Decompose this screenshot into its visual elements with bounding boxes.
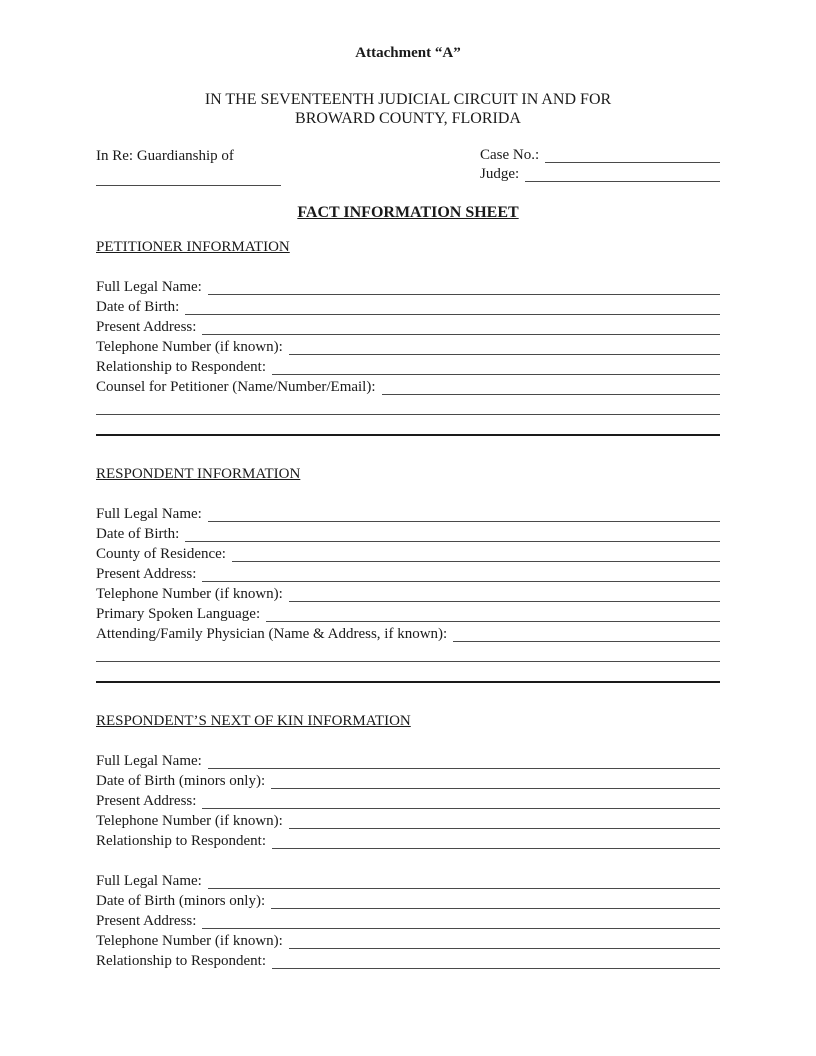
field-row-respondent-telephone-number xyxy=(96,584,720,604)
fill-in-line[interactable] xyxy=(271,891,720,909)
field-row-kin1-present-address xyxy=(96,791,720,811)
fill-in-line[interactable] xyxy=(96,644,720,662)
continuation-line-row xyxy=(96,644,720,664)
fill-in-line[interactable] xyxy=(272,357,720,375)
fill-in-line[interactable] xyxy=(289,337,720,355)
case-no-row xyxy=(480,146,720,165)
fill-in-line[interactable] xyxy=(202,317,720,335)
section-divider-row xyxy=(96,664,720,684)
field-row-petitioner-relationship xyxy=(96,357,720,377)
fill-in-line[interactable] xyxy=(271,771,720,789)
section-petitioner xyxy=(96,277,720,437)
field-label: Full Legal Name: xyxy=(96,506,202,522)
field-label: Date of Birth: xyxy=(96,299,180,315)
judge-label: Judge: xyxy=(480,166,520,182)
fill-in-line[interactable] xyxy=(266,604,720,622)
field-label: Primary Spoken Language: xyxy=(96,606,261,622)
fill-in-line[interactable] xyxy=(208,504,720,522)
form-title: FACT INFORMATION SHEET xyxy=(297,204,519,221)
field-row-kin1-telephone-number xyxy=(96,811,720,831)
case-caption xyxy=(96,146,720,186)
judge-fill-in-line[interactable] xyxy=(525,165,720,182)
court-caption xyxy=(96,90,720,128)
field-label: Telephone Number (if known): xyxy=(96,813,283,829)
fill-in-line[interactable] xyxy=(202,791,720,809)
field-label: County of Residence: xyxy=(96,546,226,562)
field-label: Attending/Family Physician (Name & Address, if known): xyxy=(96,626,448,642)
fill-in-line[interactable] xyxy=(96,397,720,415)
section-divider-line xyxy=(96,664,720,683)
fill-in-line[interactable] xyxy=(289,584,720,602)
next-of-kin-block-2 xyxy=(96,871,720,971)
field-row-kin2-date-of-birth xyxy=(96,891,720,911)
fill-in-line[interactable] xyxy=(208,751,720,769)
field-row-kin2-full-legal-name xyxy=(96,871,720,891)
field-label: Relationship to Respondent: xyxy=(96,359,266,375)
field-row-respondent-county-of-residence xyxy=(96,544,720,564)
field-row-petitioner-telephone-number xyxy=(96,337,720,357)
continuation-line-row xyxy=(96,397,720,417)
fill-in-line[interactable] xyxy=(453,624,720,642)
fill-in-line[interactable] xyxy=(232,544,720,562)
field-label: Present Address: xyxy=(96,319,197,335)
section-divider-row xyxy=(96,417,720,437)
field-label: Relationship to Respondent: xyxy=(96,833,266,849)
ward-name-fill-in-line[interactable] xyxy=(96,172,281,186)
field-label: Relationship to Respondent: xyxy=(96,953,266,969)
field-label: Date of Birth: xyxy=(96,526,180,542)
fill-in-line[interactable] xyxy=(202,564,720,582)
fill-in-line[interactable] xyxy=(272,831,720,849)
fill-in-line[interactable] xyxy=(382,377,720,395)
section-respondent xyxy=(96,504,720,684)
fill-in-line[interactable] xyxy=(185,524,720,542)
fill-in-line[interactable] xyxy=(272,951,720,969)
field-row-petitioner-date-of-birth xyxy=(96,297,720,317)
field-label: Present Address: xyxy=(96,913,197,929)
field-row-kin1-full-legal-name xyxy=(96,751,720,771)
field-label: Telephone Number (if known): xyxy=(96,586,283,602)
field-row-kin2-relationship xyxy=(96,951,720,971)
field-label: Date of Birth (minors only): xyxy=(96,893,266,909)
judge-row xyxy=(480,165,720,184)
court-caption-line1: IN THE SEVENTEENTH JUDICIAL CIRCUIT IN AND FOR xyxy=(204,91,612,108)
field-row-respondent-full-legal-name xyxy=(96,504,720,524)
field-label: Date of Birth (minors only): xyxy=(96,773,266,789)
field-label: Full Legal Name: xyxy=(96,873,202,889)
fill-in-line[interactable] xyxy=(289,811,720,829)
in-re-block xyxy=(96,146,296,186)
field-row-respondent-present-address xyxy=(96,564,720,584)
field-label: Counsel for Petitioner (Name/Number/Email): xyxy=(96,379,376,395)
attachment-label: Attachment “A” xyxy=(355,45,461,61)
case-no-fill-in-line[interactable] xyxy=(545,146,720,163)
field-label: Telephone Number (if known): xyxy=(96,339,283,355)
section-heading-next-of-kin: RESPONDENT’S NEXT OF KIN INFORMATION xyxy=(96,713,411,729)
field-row-kin1-relationship xyxy=(96,831,720,851)
field-label: Present Address: xyxy=(96,566,197,582)
in-re-label: In Re: Guardianship of xyxy=(96,148,234,164)
field-row-kin2-telephone-number xyxy=(96,931,720,951)
section-heading-respondent: RESPONDENT INFORMATION xyxy=(96,466,301,482)
field-row-kin1-date-of-birth xyxy=(96,771,720,791)
section-next-of-kin xyxy=(96,751,720,971)
field-label: Present Address: xyxy=(96,793,197,809)
field-row-petitioner-full-legal-name xyxy=(96,277,720,297)
field-row-petitioner-present-address xyxy=(96,317,720,337)
case-number-block xyxy=(480,146,720,184)
next-of-kin-block-1 xyxy=(96,751,720,851)
fill-in-line[interactable] xyxy=(208,277,720,295)
section-divider-line xyxy=(96,417,720,436)
court-caption-line2: BROWARD COUNTY, FLORIDA xyxy=(295,110,521,127)
field-label: Telephone Number (if known): xyxy=(96,933,283,949)
field-row-kin2-present-address xyxy=(96,911,720,931)
fill-in-line[interactable] xyxy=(185,297,720,315)
fill-in-line[interactable] xyxy=(289,931,720,949)
fill-in-line[interactable] xyxy=(202,911,720,929)
field-row-respondent-date-of-birth xyxy=(96,524,720,544)
field-row-respondent-primary-language xyxy=(96,604,720,624)
field-label: Full Legal Name: xyxy=(96,279,202,295)
case-no-label: Case No.: xyxy=(480,147,540,163)
field-row-respondent-physician xyxy=(96,624,720,644)
section-heading-petitioner: PETITIONER INFORMATION xyxy=(96,239,290,255)
field-label: Full Legal Name: xyxy=(96,753,202,769)
fill-in-line[interactable] xyxy=(208,871,720,889)
field-row-petitioner-counsel xyxy=(96,377,720,397)
